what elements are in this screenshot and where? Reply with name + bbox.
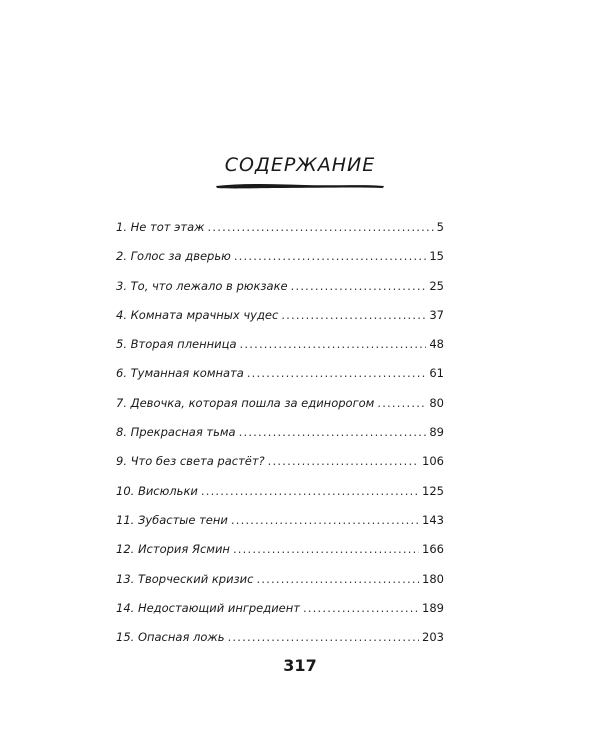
toc-leader-dots — [240, 337, 427, 351]
toc-entry-page: 106 — [422, 454, 444, 469]
toc-entry[interactable] — [116, 308, 444, 337]
toc-entry-page: 166 — [422, 542, 444, 557]
heading-brush-underline — [214, 180, 386, 192]
toc-entry[interactable] — [116, 279, 444, 308]
table-of-contents — [116, 220, 444, 659]
toc-entry-title: 12. История Ясмин — [116, 542, 230, 557]
toc-leader-dots — [377, 396, 426, 410]
toc-entry-title: 9. Что без света растёт? — [116, 454, 265, 469]
toc-entry-title: 11. Зубастые тени — [116, 512, 228, 527]
toc-leader-dots — [256, 572, 419, 586]
toc-entry-title: 4. Комната мрачных чудес — [116, 307, 279, 322]
toc-entry-page: 5 — [436, 220, 444, 234]
toc-entry-title: 13. Творческий кризис — [116, 571, 254, 586]
toc-entry[interactable] — [116, 484, 444, 513]
toc-entry[interactable] — [116, 220, 444, 249]
toc-leader-dots — [303, 601, 419, 615]
toc-entry-title: 14. Недостающий ингредиент — [116, 600, 300, 615]
toc-entry-page: 37 — [429, 307, 444, 322]
page-number: 317 — [283, 656, 317, 675]
toc-entry[interactable] — [116, 366, 444, 395]
toc-entry-page: 125 — [422, 483, 444, 498]
toc-entry[interactable] — [116, 249, 444, 278]
toc-entry-page: 15 — [429, 249, 444, 264]
toc-leader-dots — [233, 542, 419, 556]
toc-entry-title: 1. Не тот этаж — [116, 220, 205, 234]
toc-entry-title: 8. Прекрасная тьма — [116, 425, 236, 440]
toc-entry[interactable] — [116, 337, 444, 366]
toc-entry[interactable] — [116, 454, 444, 483]
toc-entry-title: 2. Голос за дверью — [116, 249, 231, 264]
toc-entry-page: 203 — [422, 630, 444, 645]
toc-entry-page: 48 — [429, 337, 444, 352]
toc-entry[interactable] — [116, 601, 444, 630]
toc-leader-dots — [231, 513, 419, 527]
toc-entry[interactable] — [116, 513, 444, 542]
toc-leader-dots — [228, 630, 419, 644]
toc-leader-dots — [268, 454, 419, 468]
toc-entry[interactable] — [116, 425, 444, 454]
toc-entry-page: 89 — [429, 425, 444, 440]
toc-leader-dots — [281, 308, 426, 322]
toc-leader-dots — [201, 484, 419, 498]
toc-entry-page: 189 — [422, 600, 444, 615]
contents-heading: СОДЕРЖАНИЕ — [224, 154, 376, 176]
toc-leader-dots — [208, 220, 434, 234]
toc-leader-dots — [239, 425, 427, 439]
toc-entry[interactable] — [116, 542, 444, 571]
toc-entry-page: 80 — [429, 395, 444, 410]
toc-leader-dots — [291, 279, 427, 293]
toc-entry[interactable] — [116, 572, 444, 601]
toc-entry-title: 7. Девочка, которая пошла за единорогом — [116, 395, 375, 410]
toc-entry-title: 3. То, что лежало в рюкзаке — [116, 278, 288, 293]
toc-entry-page: 61 — [429, 366, 444, 381]
toc-entry-title: 15. Опасная ложь — [116, 630, 225, 645]
toc-leader-dots — [247, 366, 427, 380]
toc-entry-page: 143 — [422, 512, 444, 527]
toc-leader-dots — [234, 249, 427, 263]
toc-entry-title: 5. Вторая пленница — [116, 337, 237, 352]
toc-entry-title: 6. Туманная комната — [116, 366, 244, 381]
toc-entry-page: 180 — [422, 571, 444, 586]
toc-entry-title: 10. Висюльки — [116, 483, 198, 498]
toc-entry[interactable] — [116, 396, 444, 425]
toc-entry-page: 25 — [429, 278, 444, 293]
